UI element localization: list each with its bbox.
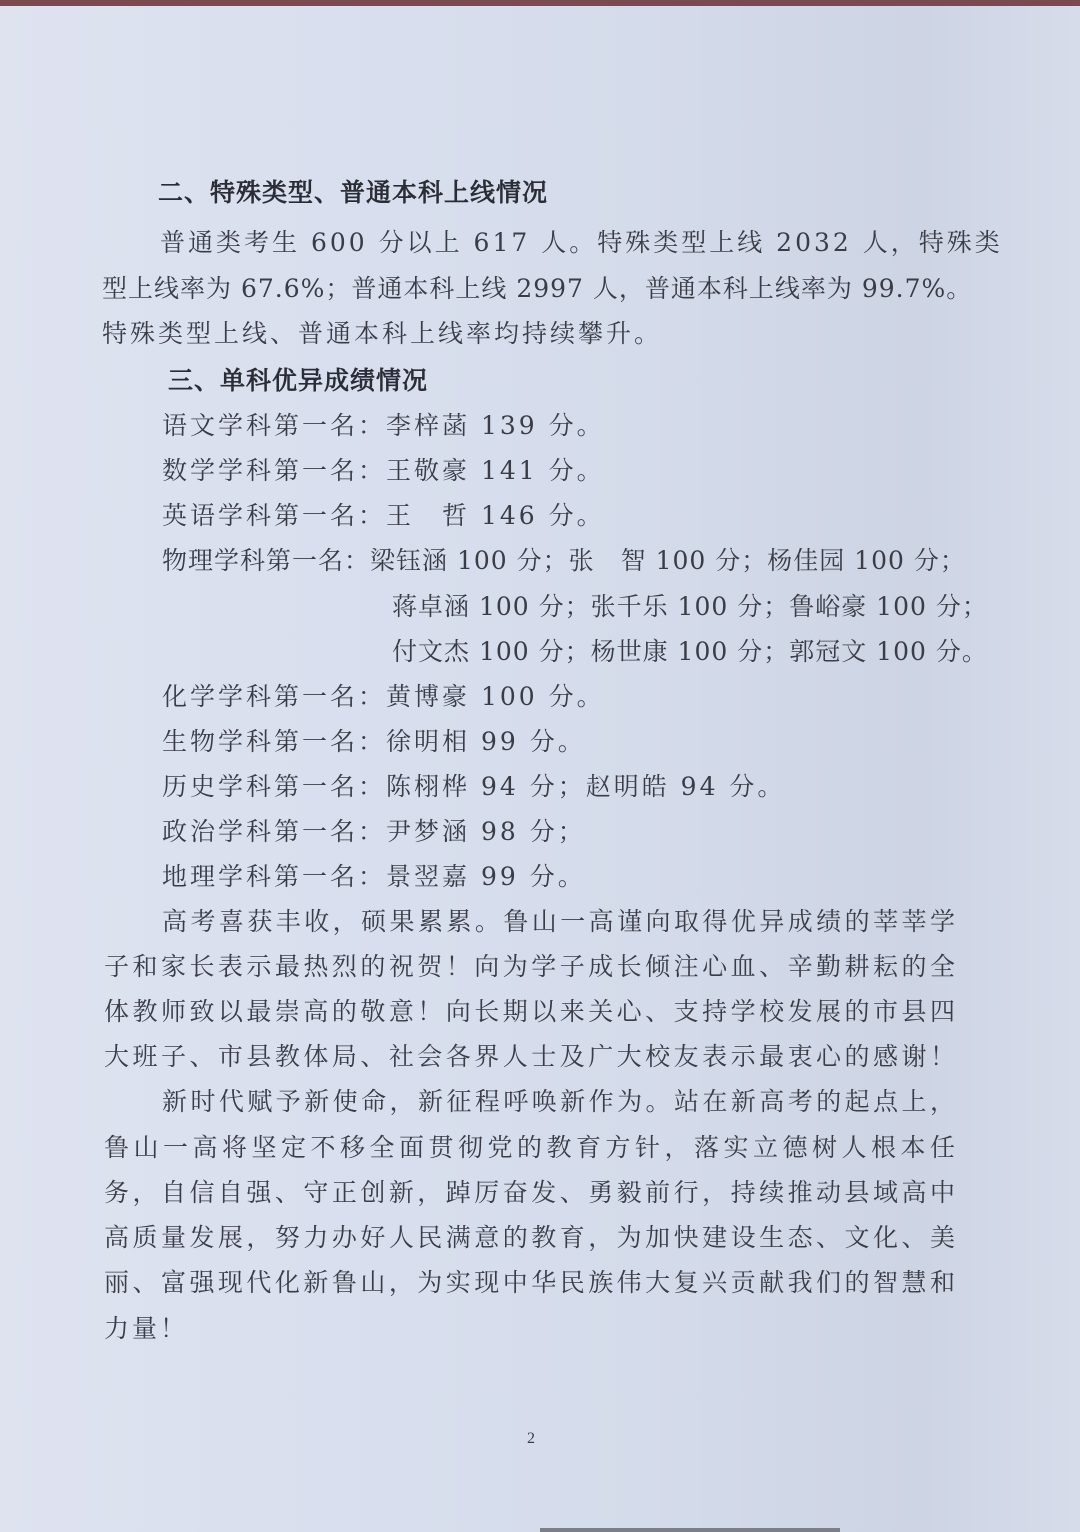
- subject-row-physics: [162, 546, 966, 576]
- subject-label: 英语学科第一名：: [162, 501, 387, 530]
- subject-label: 化学学科第一名：: [162, 682, 387, 711]
- subject-result: 王敬豪 141 分。: [386, 456, 605, 485]
- paragraph-line: 特殊类型上线、普通本科上线率均持续攀升。: [102, 319, 663, 348]
- subject-result: 蒋卓涵 100 分；张千乐 100 分；鲁峪豪 100 分；: [392, 592, 988, 621]
- section-heading-2: 二、特殊类型、普通本科上线情况: [158, 178, 549, 207]
- page-number: 2: [527, 1430, 535, 1447]
- subject-result: 王 哲 146 分。: [386, 501, 605, 530]
- subject-label: 语文学科第一名：: [162, 411, 387, 440]
- subject-label: 物理学科第一名：: [162, 546, 371, 575]
- paragraph-line: 鲁山一高将坚定不移全面贯彻党的教育方针，落实立德树人根本任: [104, 1133, 958, 1162]
- background-edge: [540, 1528, 840, 1532]
- paragraph-line: 高质量发展，努力办好人民满意的教育，为加快建设生态、文化、美: [104, 1223, 958, 1252]
- subject-result: 付文杰 100 分；杨世康 100 分；郭冠文 100 分。: [392, 637, 988, 666]
- subject-result: 黄博豪 100 分。: [386, 682, 605, 711]
- subject-label: 地理学科第一名：: [162, 862, 387, 891]
- subject-result: 尹梦涵 98 分；: [386, 817, 586, 846]
- subject-row-physics-cont: [392, 592, 988, 622]
- paragraph-line: 丽、富强现代化新鲁山，为实现中华民族伟大复兴贡献我们的智慧和: [104, 1268, 958, 1297]
- subject-result: 徐明相 99 分。: [386, 727, 586, 756]
- paragraph-line: 体教师致以最崇高的敬意！向长期以来关心、支持学校发展的市县四: [104, 997, 958, 1026]
- subject-row-physics-cont: [392, 637, 988, 667]
- subject-label: 生物学科第一名：: [162, 727, 387, 756]
- subject-row-chinese: [162, 411, 605, 441]
- subject-label: 数学学科第一名：: [162, 456, 387, 485]
- section-heading-3: 三、单科优异成绩情况: [168, 366, 429, 395]
- subject-row-chemistry: [162, 682, 605, 712]
- subject-row-biology: [162, 727, 586, 757]
- paragraph-line: 普通类考生 600 分以上 617 人。特殊类型上线 2032 人，特殊类: [160, 228, 1003, 257]
- subject-row-english: [162, 501, 605, 531]
- subject-result: 陈栩桦 94 分；赵明皓 94 分。: [386, 772, 786, 801]
- paragraph-line: 力量！: [104, 1314, 189, 1343]
- subject-row-history: [162, 772, 785, 802]
- subject-row-geography: [162, 862, 586, 892]
- paragraph-line: 子和家长表示最热烈的祝贺！向为学子成长倾注心血、辛勤耕耘的全: [104, 952, 958, 981]
- subject-label: 政治学科第一名：: [162, 817, 387, 846]
- paragraph-line: 新时代赋予新使命，新征程呼唤新作为。站在新高考的起点上，: [162, 1087, 958, 1116]
- subject-result: 景翌嘉 99 分。: [386, 862, 586, 891]
- subject-result: 梁钰涵 100 分；张 智 100 分；杨佳园 100 分；: [370, 546, 966, 575]
- subject-row-politics: [162, 817, 586, 847]
- subject-result: 李梓菡 139 分。: [386, 411, 605, 440]
- paragraph-line: 高考喜获丰收，硕果累累。鲁山一高谨向取得优异成绩的莘莘学: [162, 907, 958, 936]
- paragraph-line: 务，自信自强、守正创新，踔厉奋发、勇毅前行，持续推动县域高中: [104, 1178, 958, 1207]
- subject-row-math: [162, 456, 605, 486]
- paragraph-line: 型上线率为 67.6%；普通本科上线 2997 人，普通本科上线率为 99.7%。: [102, 274, 973, 303]
- subject-label: 历史学科第一名：: [162, 772, 387, 801]
- paragraph-line: 大班子、市县教体局、社会各界人士及广大校友表示最衷心的感谢！: [104, 1042, 958, 1071]
- document-page: [0, 6, 1080, 1532]
